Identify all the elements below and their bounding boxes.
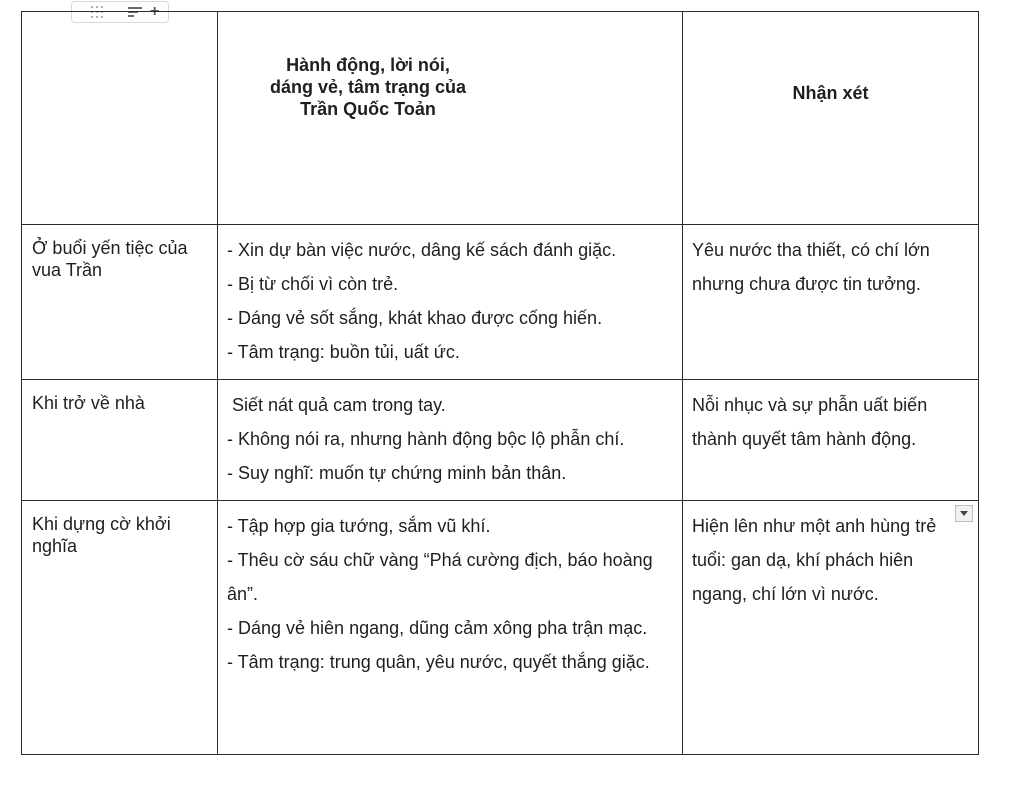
- add-column-button[interactable]: +: [150, 3, 160, 20]
- row-note: Nỗi nhục và sự phẫn uất biến thành quyết tâm hành động.: [692, 395, 928, 449]
- content-line: - Tập hợp gia tướng, sắm vũ khí.: [227, 516, 491, 536]
- row-label: Khi trở về nhà: [32, 393, 145, 413]
- row-content-cell[interactable]: [218, 380, 683, 501]
- row-note-cell[interactable]: [683, 225, 979, 380]
- header-actions-text: [238, 54, 498, 120]
- row-note-cell[interactable]: [683, 501, 979, 755]
- content-line: - Tâm trạng: trung quân, yêu nước, quyết thắng giặc.: [227, 652, 650, 672]
- analysis-table: [21, 11, 979, 755]
- cell-menu-dropdown-icon[interactable]: [955, 505, 973, 522]
- row-note: Hiện lên như một anh hùng trẻ tuổi: gan dạ, khí phách hiên ngang, chí lớn vì nước.: [692, 516, 937, 604]
- content-line: - Suy nghĩ: muốn tự chứng minh bản thân.: [227, 463, 567, 483]
- row-label: Ở buổi yến tiệc của vua Trần: [32, 238, 188, 280]
- row-label: Khi dựng cờ khởi nghĩa: [32, 514, 171, 556]
- row-content-cell[interactable]: [218, 501, 683, 755]
- row-note-cell[interactable]: [683, 380, 979, 501]
- content-line: - Không nói ra, nhưng hành động bộc lộ phẫn chí.: [227, 429, 625, 449]
- content-line: - Dáng vẻ hiên ngang, dũng cảm xông pha trận mạc.: [227, 618, 648, 638]
- row-label-cell[interactable]: [22, 380, 218, 501]
- row-note: Yêu nước tha thiết, có chí lớn nhưng chưa được tin tưởng.: [692, 240, 930, 294]
- header-cell-empty[interactable]: [22, 12, 218, 225]
- table-row: [22, 380, 979, 501]
- table-row: [22, 501, 979, 755]
- content-line: - Dáng vẻ sốt sắng, khát khao được cống hiến.: [227, 308, 603, 328]
- row-content-cell[interactable]: [218, 225, 683, 380]
- header-actions-line-3: Trần Quốc Toản: [300, 99, 436, 119]
- content-line: Siết nát quả cam trong tay.: [227, 395, 446, 415]
- content-line: - Tâm trạng: buồn tủi, uất ức.: [227, 342, 460, 362]
- header-comment-text: Nhận xét: [792, 83, 869, 103]
- header-actions-line-1: Hành động, lời nói,: [286, 55, 450, 75]
- header-actions-line-2: dáng vẻ, tâm trạng của: [269, 77, 467, 97]
- header-cell-comment[interactable]: [683, 12, 979, 225]
- content-line: - Xin dự bàn việc nước, dâng kế sách đánh giặc.: [227, 240, 617, 260]
- row-label-cell[interactable]: [22, 225, 218, 380]
- header-cell-actions[interactable]: [218, 12, 683, 225]
- table-header-row: [22, 12, 979, 225]
- row-label-cell[interactable]: [22, 501, 218, 755]
- content-line: - Thêu cờ sáu chữ vàng “Phá cường địch, báo hoàng ân”.: [227, 550, 653, 604]
- content-line: - Bị từ chối vì còn trẻ.: [227, 274, 399, 294]
- table-row: [22, 225, 979, 380]
